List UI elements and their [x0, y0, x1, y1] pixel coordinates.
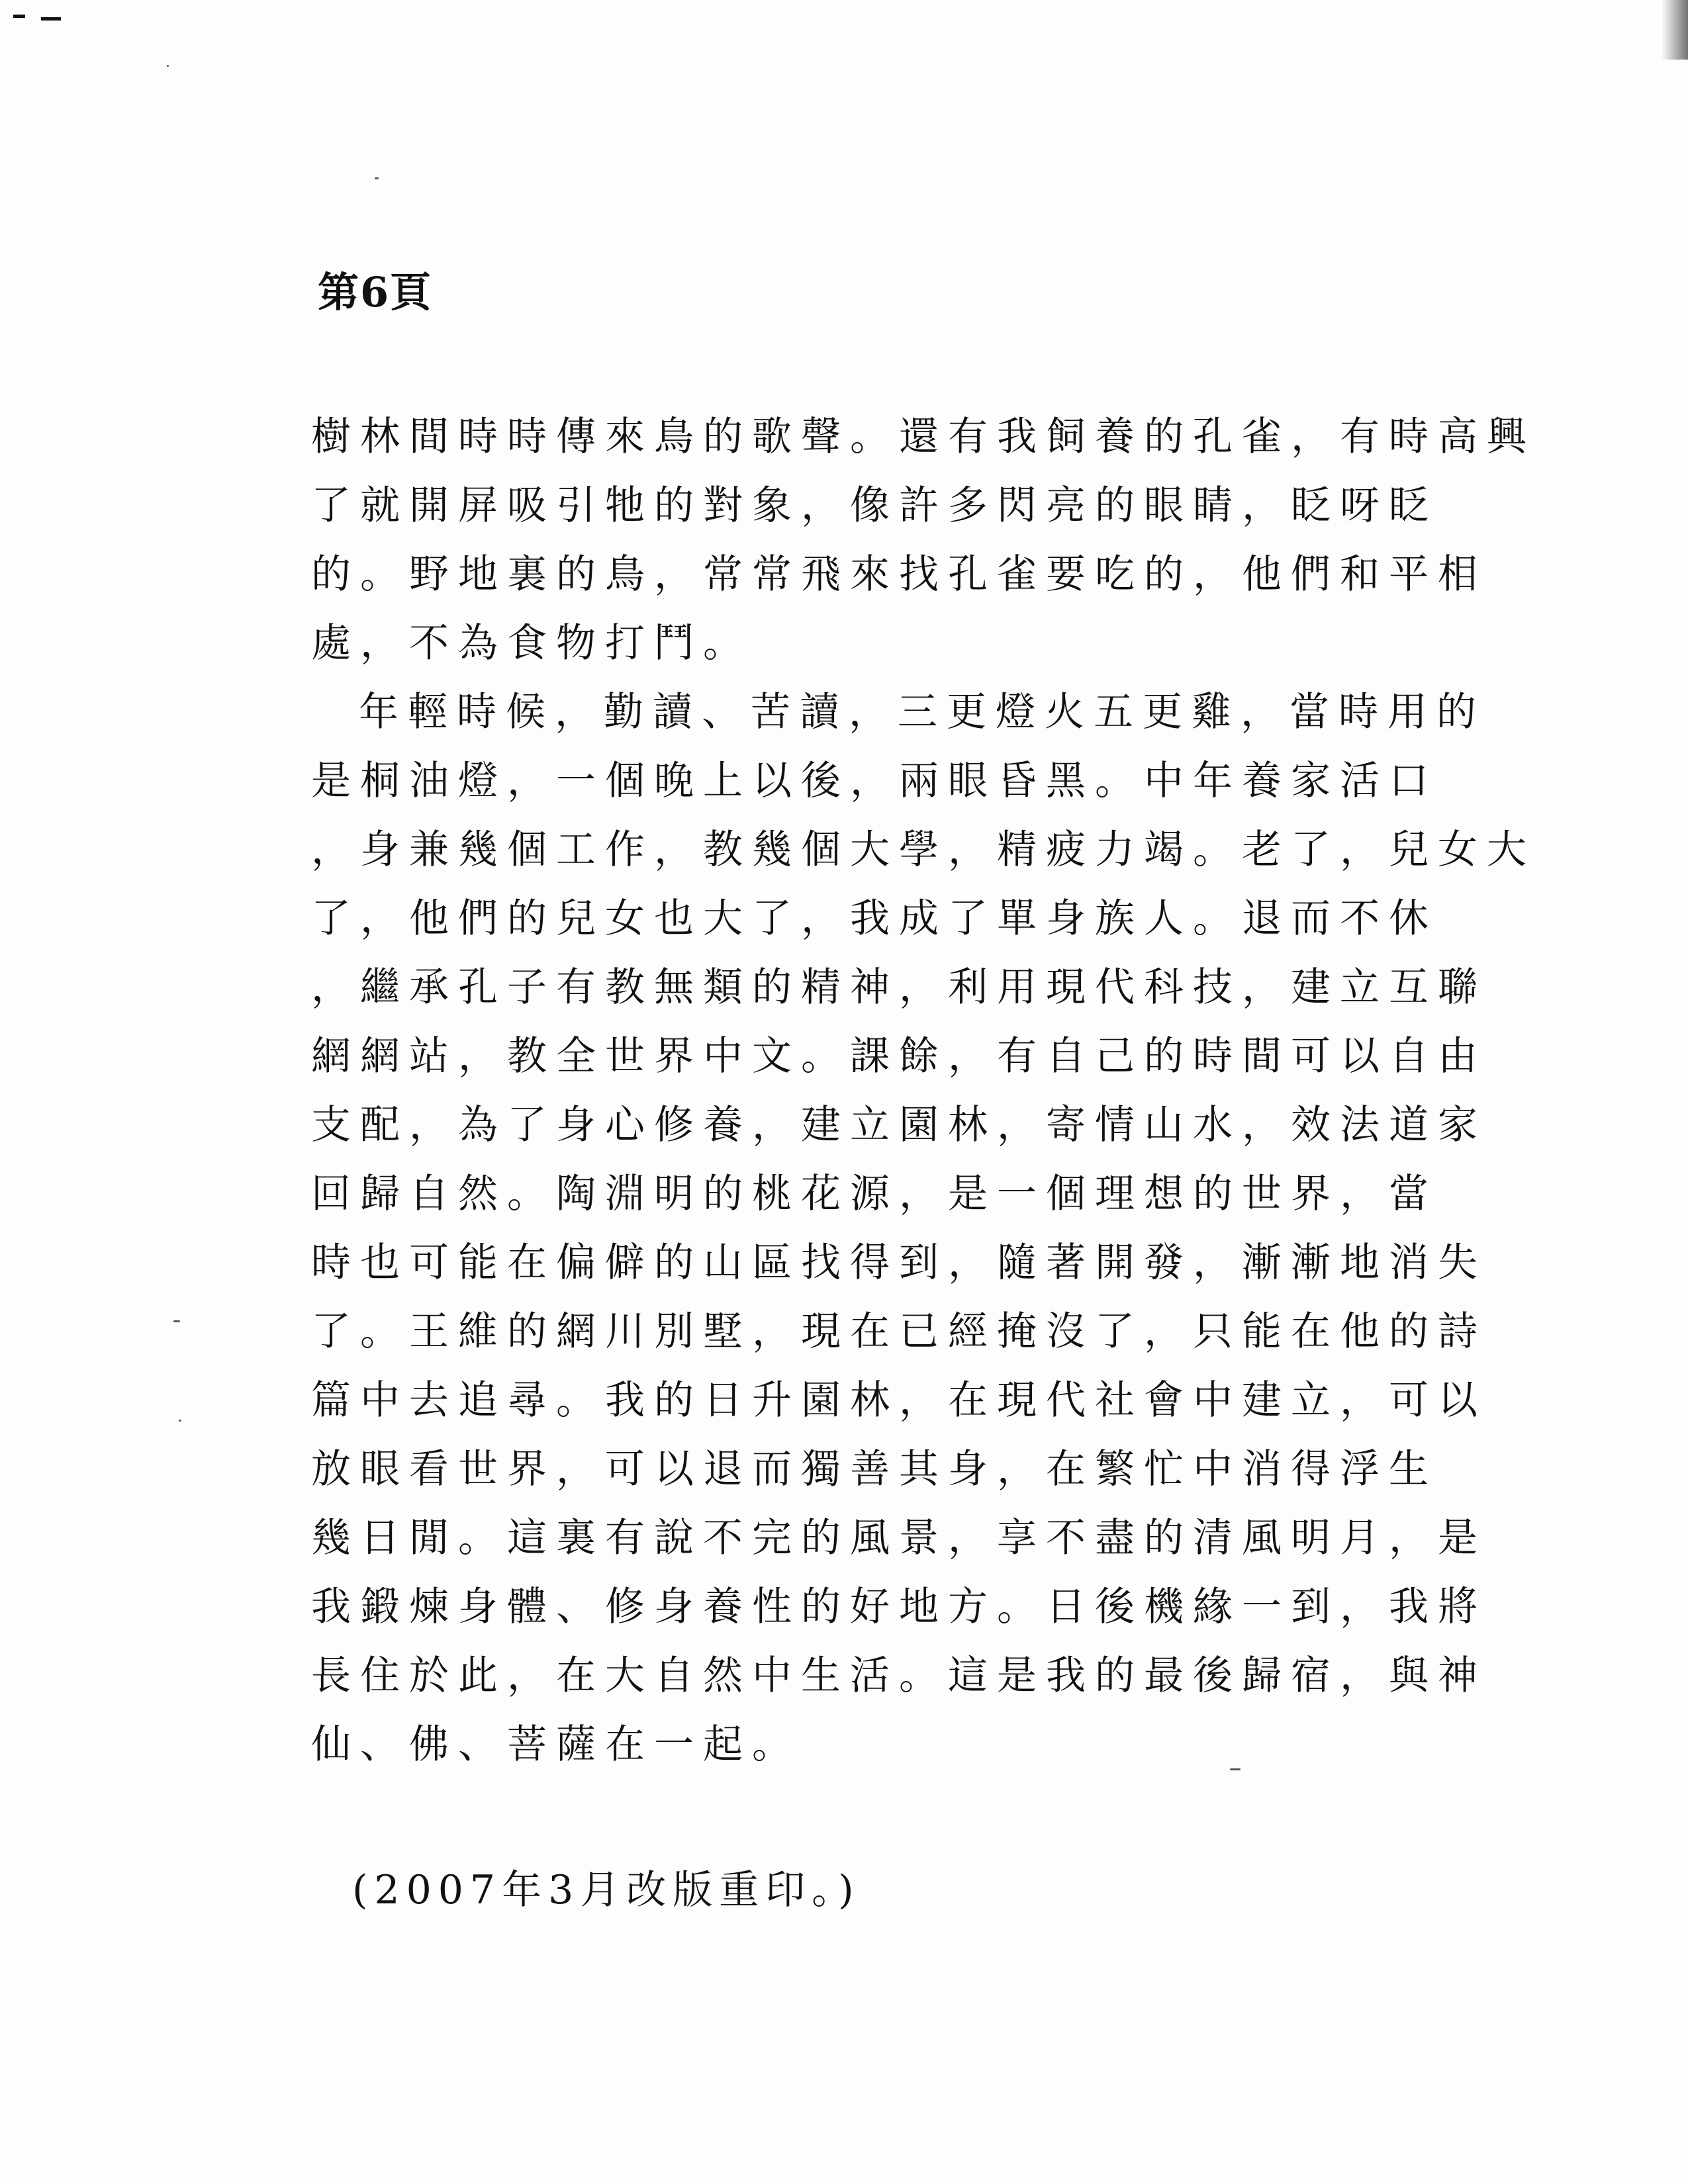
- paragraph-2: [311, 678, 1536, 1779]
- text-line: 長住於此，在大自然中生活。這是我的最後歸宿，與神: [311, 1653, 1487, 1699]
- text-line: 幾日閒。這裏有說不完的風景，享不盡的清風明月，是: [311, 1515, 1487, 1561]
- scan-mark: [41, 17, 61, 21]
- text-line: 是桐油燈，一個晚上以後，兩眼昏黑。中年養家活口: [311, 758, 1438, 804]
- text-line: ，身兼幾個工作，教幾個大學，精疲力竭。老了，兒女大: [311, 827, 1536, 873]
- scan-edge-shadow: [1662, 0, 1688, 60]
- scan-speck: [375, 177, 379, 179]
- text-line: 仙、佛、菩薩在一起。: [311, 1721, 801, 1768]
- text-line: 樹林間時時傳來鳥的歌聲。還有我飼養的孔雀，有時高興: [311, 414, 1536, 460]
- reprint-note: (2007年3月改版重印。): [352, 1867, 861, 1913]
- text-line: 年輕時候，勤讀、苦讀，三更燈火五更雞，當時用的: [359, 689, 1485, 735]
- text-line: 了。王維的網川別墅，現在已經掩沒了，只能在他的詩: [311, 1308, 1487, 1355]
- scan-mark: [13, 15, 25, 18]
- scan-speck: [167, 65, 169, 67]
- text-line: 處，不為食物打鬥。: [311, 620, 752, 666]
- text-line: ，繼承孔子有教無類的精神，利用現代科技，建立互聯: [311, 964, 1487, 1011]
- paragraph-1: [311, 402, 1536, 678]
- text-line: 的。野地裏的鳥，常常飛來找孔雀要吃的，他們和平相: [311, 551, 1487, 598]
- page-number: 第6頁: [318, 268, 433, 316]
- scan-speck: [173, 1320, 180, 1322]
- scan-speck: [179, 1420, 181, 1422]
- text-line: 時也可能在偏僻的山區找得到，隨著開發，漸漸地消失: [311, 1240, 1487, 1286]
- text-line: 網網站，教全世界中文。課餘，有自己的時間可以自由: [311, 1033, 1487, 1079]
- text-line: 篇中去追尋。我的日升園林，在現代社會中建立，可以: [311, 1377, 1487, 1424]
- text-line: 回歸自然。陶淵明的桃花源，是一個理想的世界，當: [311, 1171, 1438, 1217]
- text-line: 我鍛煉身體、修身養性的好地方。日後機緣一到，我將: [311, 1584, 1487, 1630]
- text-line: 了，他們的兒女也大了，我成了單身族人。退而不休: [311, 895, 1438, 942]
- text-line: 支配，為了身心修養，建立園林，寄情山水，效法道家: [311, 1102, 1487, 1148]
- text-line: 放眼看世界，可以退而獨善其身，在繁忙中消得浮生: [311, 1446, 1438, 1492]
- body-text: [311, 402, 1536, 1779]
- text-line: 了就開屏吸引牠的對象，像許多閃亮的眼睛，眨呀眨: [311, 482, 1438, 529]
